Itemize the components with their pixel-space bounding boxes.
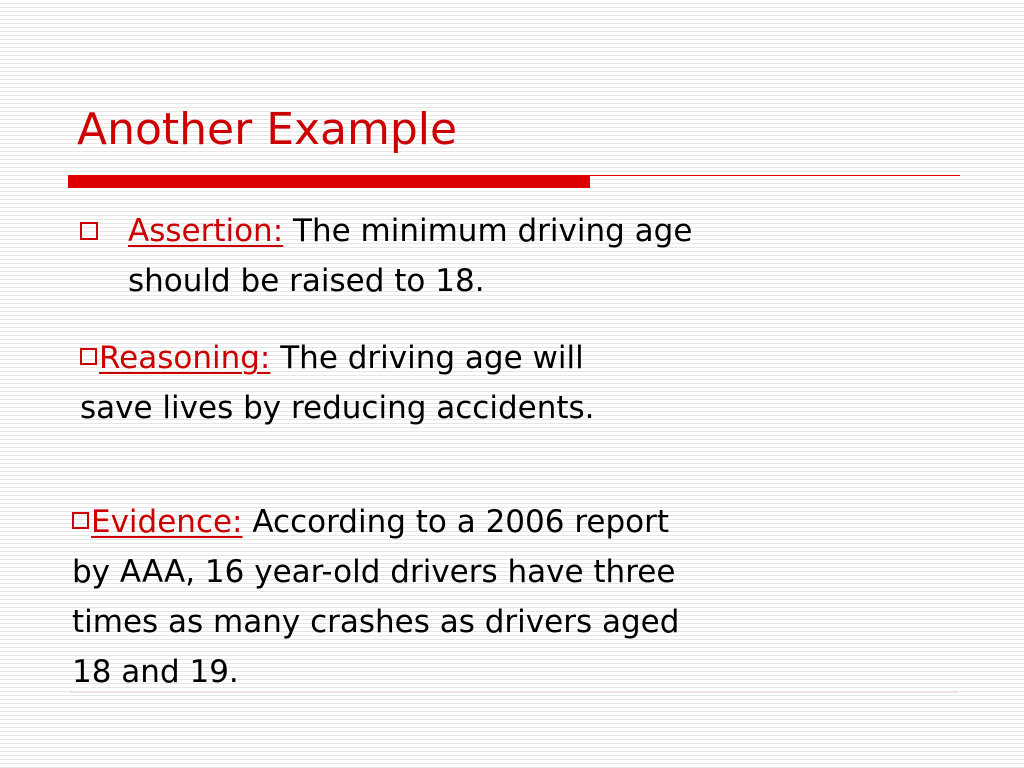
hollow-square-bullet-icon [80, 222, 98, 240]
reasoning-text-line-1: The driving age will [280, 340, 584, 376]
title-underline-thin [590, 175, 960, 176]
evidence-text-line-2: by AAA, 16 year-old drivers have three [72, 554, 676, 590]
evidence-term: Evidence: [91, 504, 243, 540]
footer-divider [70, 692, 958, 693]
assertion-point [128, 206, 988, 306]
assertion-term: Assertion: [128, 213, 284, 249]
evidence-text-line-4: 18 and 19. [72, 654, 239, 690]
hollow-square-bullet-icon [80, 348, 97, 365]
reasoning-point [80, 333, 840, 433]
evidence-text-line-3: times as many crashes as drivers aged [72, 604, 680, 640]
title-underline-thick [68, 175, 590, 188]
evidence-point [72, 497, 952, 697]
assertion-text-line-2: should be raised to 18. [128, 263, 485, 299]
assertion-text-line-1: The minimum driving age [293, 213, 693, 249]
reasoning-text-line-2: save lives by reducing accidents. [80, 390, 595, 426]
slide-title: Another Example [77, 104, 458, 155]
reasoning-term: Reasoning: [99, 340, 271, 376]
hollow-square-bullet-icon [72, 512, 89, 529]
evidence-text-line-1: According to a 2006 report [252, 504, 670, 540]
